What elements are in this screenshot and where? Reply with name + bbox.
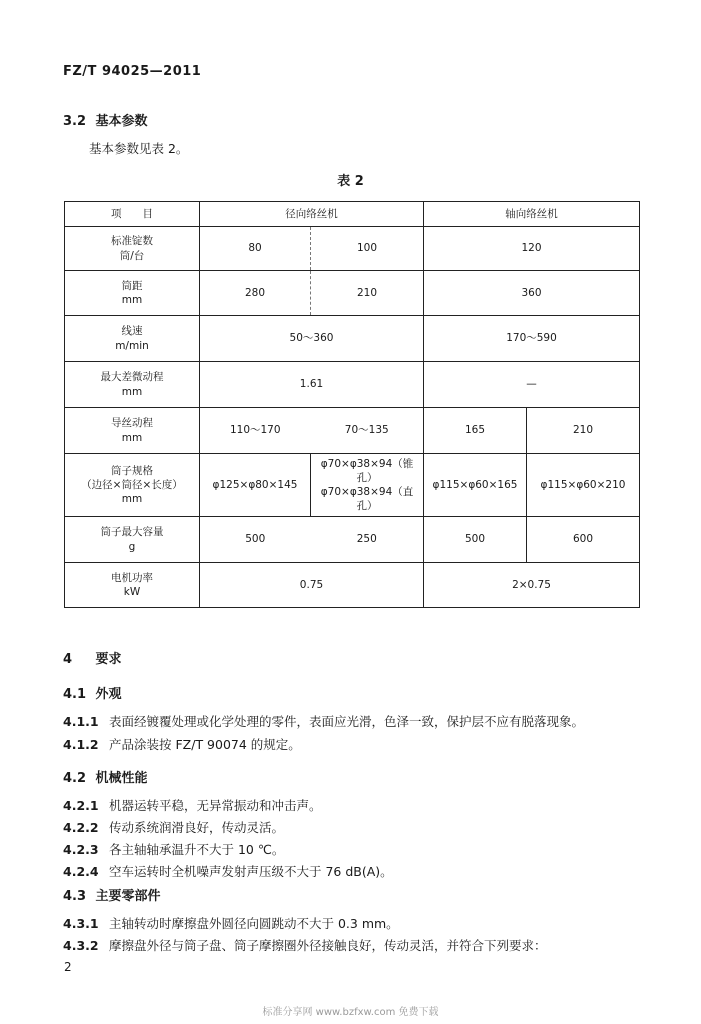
label-line: 导丝动程 xyxy=(111,417,153,430)
table-row xyxy=(65,408,640,454)
section-number: 3.2 xyxy=(63,114,87,129)
table-cell: 170～590 xyxy=(424,316,640,362)
section-4-3-heading xyxy=(63,885,161,904)
label-unit: mm xyxy=(121,294,143,306)
clause-text: 传动系统润滑良好，传动灵活。 xyxy=(109,820,285,835)
section-3-2-text: 基本参数见表 2。 xyxy=(89,141,189,156)
row-label xyxy=(65,454,200,517)
table-cell: 1.61 xyxy=(200,362,424,408)
clause-text: 空车运转时全机噪声发射声压级不大于 76 dB(A)。 xyxy=(109,864,393,879)
label-unit: mm xyxy=(121,431,143,444)
clause-number: 4.2.1 xyxy=(63,798,99,813)
clause-4-2-4 xyxy=(63,862,393,880)
table-cell: 210 xyxy=(311,271,424,316)
label-line: 标准锭数 xyxy=(111,235,153,248)
table-row xyxy=(65,454,640,517)
clause-4-1-2 xyxy=(63,735,301,753)
row-label xyxy=(65,517,200,563)
table-row xyxy=(65,271,640,316)
table-cell: 165 xyxy=(424,408,527,454)
clause-text: 机器运转平稳，无异常振动和冲击声。 xyxy=(109,798,322,813)
section-title: 主要零部件 xyxy=(95,889,161,904)
basic-parameters-table xyxy=(64,201,640,608)
section-title: 要求 xyxy=(95,652,122,667)
label-line: （边径×筒径×长度） xyxy=(81,478,183,491)
row-label xyxy=(65,362,200,408)
table-cell: 80 xyxy=(200,227,311,271)
table-cell: 120 xyxy=(424,227,640,271)
clause-number: 4.2.3 xyxy=(63,842,99,857)
section-number: 4.1 xyxy=(63,687,87,702)
table-cell: 360 xyxy=(424,271,640,316)
clause-4-3-1 xyxy=(63,914,399,932)
table-cell: 250 xyxy=(311,517,424,563)
clause-number: 4.2.2 xyxy=(63,820,99,835)
label-line: 筒子规格 xyxy=(111,464,153,477)
section-3-2-heading xyxy=(63,110,148,129)
clause-number: 4.1.1 xyxy=(63,714,99,729)
row-label xyxy=(65,408,200,454)
clause-text: 摩擦盘外径与筒子盘、筒子摩擦圈外径接触良好，传动灵活，并符合下列要求： xyxy=(109,938,547,953)
table-cell: — xyxy=(424,362,640,408)
table-cell xyxy=(311,454,424,517)
row-label xyxy=(65,271,200,316)
clause-4-1-1 xyxy=(63,712,584,730)
section-4-1-heading xyxy=(63,683,122,702)
clause-4-3-2 xyxy=(63,936,547,954)
header-item: 项 目 xyxy=(65,202,200,227)
section-4-heading xyxy=(63,648,122,667)
clause-4-2-2 xyxy=(63,818,284,836)
label-unit: g xyxy=(128,540,136,553)
label-unit: mm xyxy=(121,385,143,398)
table-header-row xyxy=(65,202,640,227)
row-label xyxy=(65,563,200,608)
table-row xyxy=(65,362,640,408)
table-cell: 210 xyxy=(527,408,640,454)
cell-line: φ70×φ38×94（锥孔） xyxy=(320,457,414,484)
clause-4-2-1 xyxy=(63,796,322,814)
clause-text: 表面经镀覆处理或化学处理的零件，表面应光滑，色泽一致，保护层不应有脱落现象。 xyxy=(109,714,585,729)
section-title: 基本参数 xyxy=(95,114,148,129)
section-number: 4 xyxy=(63,652,73,667)
row-label xyxy=(65,316,200,362)
table-cell: 2×0.75 xyxy=(424,563,640,608)
row-label xyxy=(65,227,200,271)
header-axial: 轴向络丝机 xyxy=(424,202,640,227)
table-cell: 0.75 xyxy=(200,563,424,608)
section-title: 外观 xyxy=(95,687,122,702)
clause-number: 4.2.4 xyxy=(63,864,99,879)
table-cell: 70～135 xyxy=(311,408,424,454)
label-line: 最大差微动程 xyxy=(100,371,164,384)
clause-text: 产品涂装按 FZ/T 90074 的规定。 xyxy=(109,737,301,752)
table-row xyxy=(65,563,640,608)
clause-number: 4.3.2 xyxy=(63,938,99,953)
standard-code: FZ/T 94025—2011 xyxy=(63,64,202,79)
label-unit: 筒/台 xyxy=(119,249,145,262)
table-cell: 110～170 xyxy=(200,408,311,454)
section-number: 4.2 xyxy=(63,771,87,786)
table-cell: 100 xyxy=(311,227,424,271)
label-unit: kW xyxy=(123,586,141,598)
label-unit: m/min xyxy=(115,339,149,352)
table-row xyxy=(65,316,640,362)
table-cell: 600 xyxy=(527,517,640,563)
label-line: 筒距 xyxy=(121,279,143,292)
table-row xyxy=(65,227,640,271)
page-number: 2 xyxy=(64,960,72,974)
clause-4-2-3 xyxy=(63,840,284,858)
label-line: 电机功率 xyxy=(111,571,153,584)
label-unit: mm xyxy=(121,493,143,506)
watermark-text: 标准分享网 www.bzfxw.com 免费下载 xyxy=(262,1007,439,1018)
cell-line: φ70×φ38×94（直孔） xyxy=(320,486,414,513)
table-cell: 50～360 xyxy=(200,316,424,362)
table-caption: 表 2 xyxy=(337,174,364,189)
header-radial: 径向络丝机 xyxy=(200,202,424,227)
label-line: 线速 xyxy=(121,325,143,338)
table-cell: 280 xyxy=(200,271,311,316)
table-cell: φ115×φ60×210 xyxy=(527,454,640,517)
label-line: 筒子最大容量 xyxy=(100,526,164,539)
clause-text: 各主轴轴承温升不大于 10 ℃。 xyxy=(109,842,285,857)
section-number: 4.3 xyxy=(63,889,87,904)
section-4-2-heading xyxy=(63,767,148,786)
table-cell: φ125×φ80×145 xyxy=(200,454,311,517)
table-cell: 500 xyxy=(200,517,311,563)
table-cell: φ115×φ60×165 xyxy=(424,454,527,517)
clause-number: 4.1.2 xyxy=(63,737,99,752)
clause-text: 主轴转动时摩擦盘外圆径向圆跳动不大于 0.3 mm。 xyxy=(109,916,399,931)
table-cell: 500 xyxy=(424,517,527,563)
section-title: 机械性能 xyxy=(95,771,148,786)
table-row xyxy=(65,517,640,563)
clause-number: 4.3.1 xyxy=(63,916,99,931)
